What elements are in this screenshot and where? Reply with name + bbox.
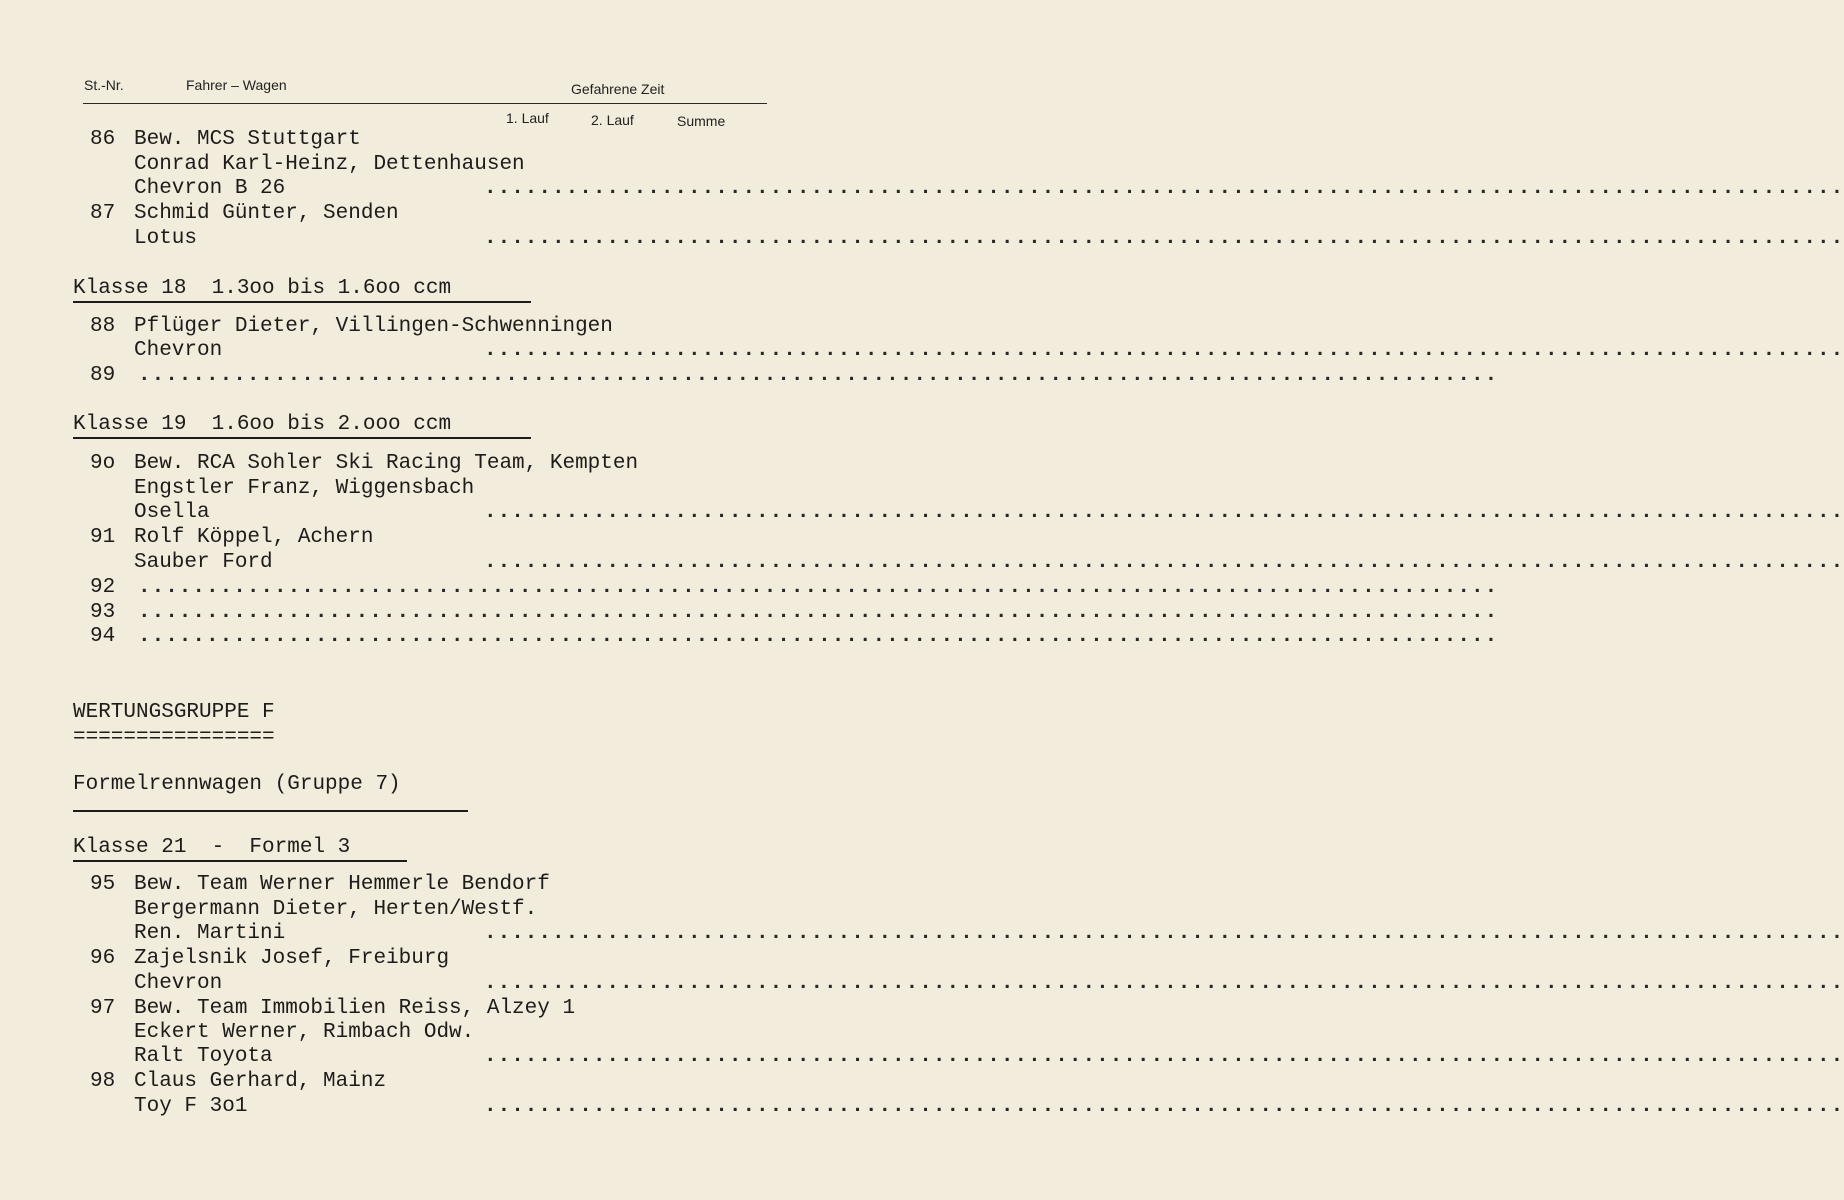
- driver-text: Rolf Köppel, Achern: [134, 526, 374, 549]
- entrant-text: Bew. MCS Stuttgart: [134, 128, 361, 151]
- start-number: 97: [90, 997, 116, 1020]
- class-heading-text: Klasse 21 - Formel 3: [73, 836, 351, 859]
- class-heading-text: Klasse 19 1.6oo bis 2.ooo ccm: [73, 413, 452, 436]
- group-subtitle-underline: [73, 810, 468, 812]
- entry-row: [0, 601, 1499, 625]
- header-driver-car: Fahrer – Wagen: [186, 77, 287, 93]
- entry-row: [0, 1095, 1844, 1119]
- entry-row: [0, 202, 839, 226]
- entry-row: [0, 227, 1844, 251]
- class-heading-underline: [73, 301, 531, 303]
- entry-row: [0, 576, 1499, 600]
- header-start-no: St.-Nr.: [84, 77, 124, 93]
- class-heading: [0, 836, 839, 860]
- header-time-driven: Gefahrene Zeit: [571, 81, 665, 97]
- time-dots: ....................................................................................................: [484, 177, 1844, 200]
- entry-row: [0, 364, 1499, 388]
- start-number: 87: [90, 202, 116, 225]
- time-dots: ....................................................................................................: [484, 501, 1844, 524]
- driver-text: Schmid Günter, Senden: [134, 202, 399, 225]
- start-number: 93: [90, 601, 116, 624]
- driver-text: Zajelsnik Josef, Freiburg: [134, 947, 450, 970]
- time-dots: ....................................................................................................: [138, 625, 1499, 648]
- entrant-text: Bew. Team Immobilien Reiss, Alzey 1: [134, 997, 576, 1020]
- header-run1: 1. Lauf: [506, 110, 549, 126]
- entry-row: [0, 153, 839, 177]
- entry-row: [0, 526, 839, 550]
- entry-row: [0, 922, 1844, 946]
- entry-row: [0, 128, 839, 152]
- entry-row: [0, 452, 839, 476]
- time-dots: ....................................................................................................: [138, 364, 1499, 387]
- time-dots: ....................................................................................................: [484, 551, 1844, 574]
- entry-row: [0, 947, 839, 971]
- entrant-text: Bew. RCA Sohler Ski Racing Team, Kempten: [134, 452, 639, 475]
- class-heading: [0, 277, 839, 301]
- time-dots: ....................................................................................................: [138, 576, 1499, 599]
- driver-text: Pflüger Dieter, Villingen-Schwenningen: [134, 315, 613, 338]
- car-text: Ren. Martini: [134, 922, 286, 945]
- start-number: 92: [90, 576, 116, 599]
- time-dots: ....................................................................................................: [484, 972, 1844, 995]
- entry-row: [0, 873, 839, 897]
- start-number: 9o: [90, 452, 116, 475]
- driver-text: Eckert Werner, Rimbach Odw.: [134, 1021, 475, 1044]
- group-subtitle: [0, 773, 839, 797]
- start-number: 95: [90, 873, 116, 896]
- entry-row: [0, 997, 839, 1021]
- header-rule: [83, 103, 767, 104]
- time-dots: ....................................................................................................: [484, 339, 1844, 362]
- entry-row: [0, 972, 1844, 996]
- group-double-rule: ================: [73, 726, 275, 749]
- car-text: Sauber Ford: [134, 551, 273, 574]
- car-text: Chevron: [134, 972, 223, 995]
- time-dots: ....................................................................................................: [484, 1095, 1844, 1118]
- time-dots: ....................................................................................................: [484, 227, 1844, 250]
- start-number: 91: [90, 526, 116, 549]
- time-dots: ....................................................................................................: [138, 601, 1499, 624]
- header-sum: Summe: [677, 113, 726, 129]
- entry-row: [0, 501, 1844, 525]
- car-text: Ralt Toyota: [134, 1045, 273, 1068]
- car-text: Chevron B 26: [134, 177, 286, 200]
- start-number: 98: [90, 1070, 116, 1093]
- car-text: Chevron: [134, 339, 223, 362]
- driver-text: Bergermann Dieter, Herten/Westf.: [134, 898, 538, 921]
- car-text: Osella: [134, 501, 210, 524]
- entry-row: [0, 625, 1499, 649]
- car-text: Lotus: [134, 227, 198, 250]
- group-title-text: WERTUNGSGRUPPE F: [73, 701, 275, 724]
- start-number: 86: [90, 128, 116, 151]
- driver-text: Claus Gerhard, Mainz: [134, 1070, 387, 1093]
- entry-row: [0, 1021, 839, 1045]
- entry-row: [0, 177, 1844, 201]
- entry-row: [0, 1045, 1844, 1069]
- driver-text: Conrad Karl-Heinz, Dettenhausen: [134, 153, 525, 176]
- class-heading-underline: [73, 860, 407, 862]
- entry-row: [0, 551, 1844, 575]
- time-dots: ....................................................................................................: [484, 1045, 1844, 1068]
- entry-row: [0, 477, 839, 501]
- start-number: 89: [90, 364, 116, 387]
- driver-text: Engstler Franz, Wiggensbach: [134, 477, 475, 500]
- entry-row: [0, 898, 839, 922]
- car-text: Toy F 3o1: [134, 1095, 248, 1118]
- entry-row: [0, 315, 839, 339]
- entry-row: [0, 339, 1844, 363]
- class-heading: [0, 413, 839, 437]
- group-title-rule: [0, 726, 839, 750]
- start-number: 96: [90, 947, 116, 970]
- class-heading-underline: [73, 437, 531, 439]
- start-number: 94: [90, 625, 116, 648]
- entrant-text: Bew. Team Werner Hemmerle Bendorf: [134, 873, 550, 896]
- entry-row: [0, 1070, 839, 1094]
- time-dots: ....................................................................................................: [484, 922, 1844, 945]
- class-heading-text: Klasse 18 1.3oo bis 1.6oo ccm: [73, 277, 452, 300]
- start-number: 88: [90, 315, 116, 338]
- group-title: [0, 701, 839, 725]
- header-run2: 2. Lauf: [591, 112, 634, 128]
- group-subtitle-text: Formelrennwagen (Gruppe 7): [73, 773, 401, 796]
